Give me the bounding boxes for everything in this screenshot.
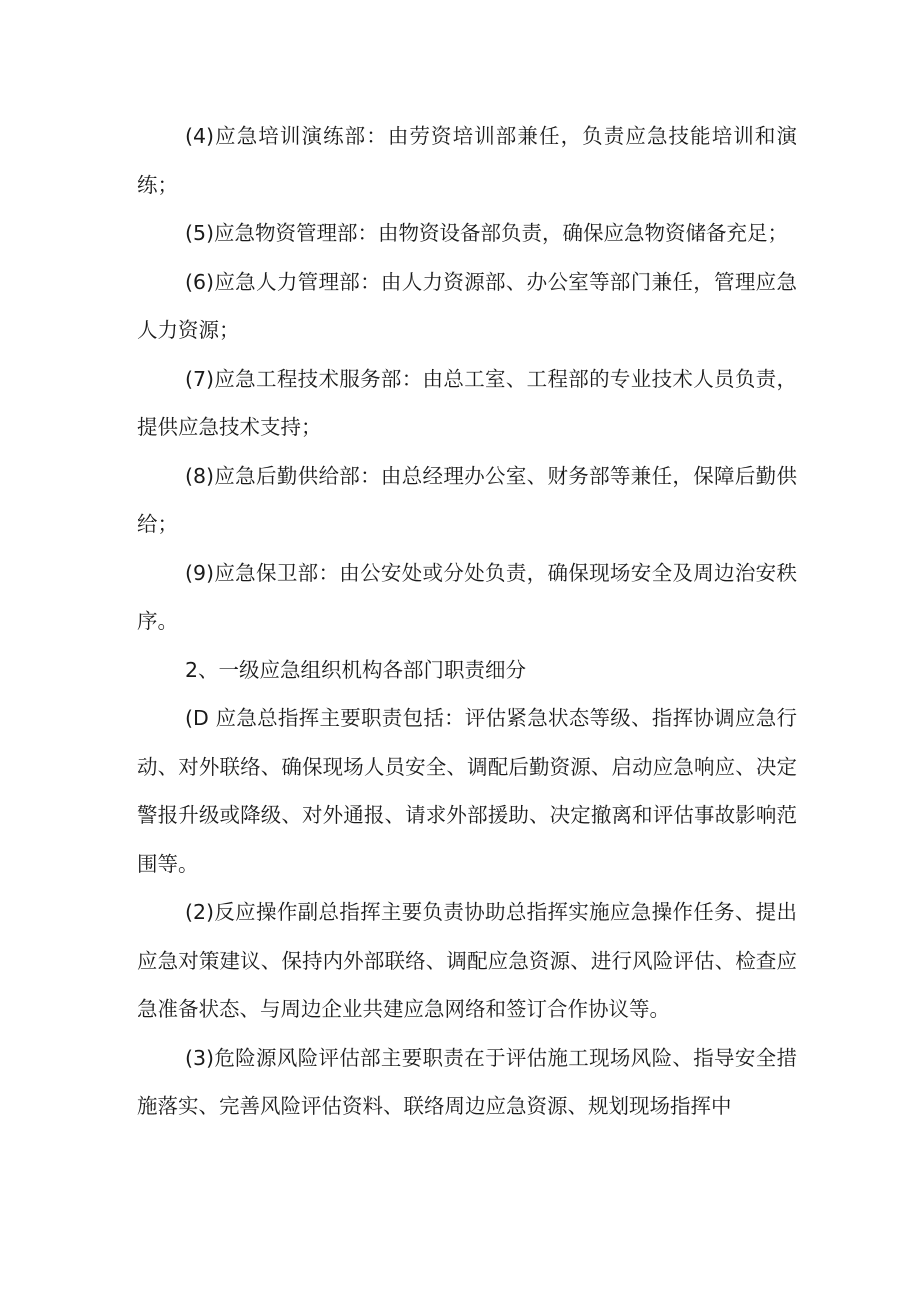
paragraph-deputy-commander-duties: (2)反应操作副总指挥主要负责协助总指挥实施应急操作任务、提出应急对策建议、保持内外部联络、调配应急资源、进行风险评估、检查应急准备状态、与周边企业共建应急网络和签订合作协议等。 [137,900,797,1021]
paragraph-commander-duties: (D 应急总指挥主要职责包括：评估紧急状态等级、指挥协调应急行动、对外联络、确保现场人员安全、调配后勤资源、启动应急响应、决定警报升级或降级、对外通报、请求外部援助、决定撤离和评估事故影响范围等。 [137,706,797,876]
paragraph-engineering-tech-dept: (7)应急工程技术服务部：由总工室、工程部的专业技术人员负责，提供应急技术支持； [137,366,797,439]
paragraph-security-dept: (9)应急保卫部：由公安处或分处负责，确保现场安全及周边治安秩序。 [137,560,797,633]
paragraph-training-drill-dept: (4)应急培训演练部：由劳资培训部兼任，负责应急技能培训和演练； [137,124,797,197]
section-heading: 2、一级应急组织机构各部门职责细分 [185,657,527,682]
paragraph-logistics-dept: (8)应急后勤供给部：由总经理办公室、财务部等兼任，保障后勤供给； [137,463,797,536]
paragraph-materials-dept: (5)应急物资管理部：由物资设备部负责，确保应急物资储备充足； [185,221,789,245]
paragraph-risk-assessment-duties: (3)危险源风险评估部主要职责在于评估施工现场风险、指导安全措施落实、完善风险评估资料、联络周边应急资源、规划现场指挥中 [137,1045,797,1118]
paragraph-human-resources-dept: (6)应急人力管理部：由人力资源部、办公室等部门兼任，管理应急人力资源； [137,269,797,342]
document-body [137,112,797,1131]
